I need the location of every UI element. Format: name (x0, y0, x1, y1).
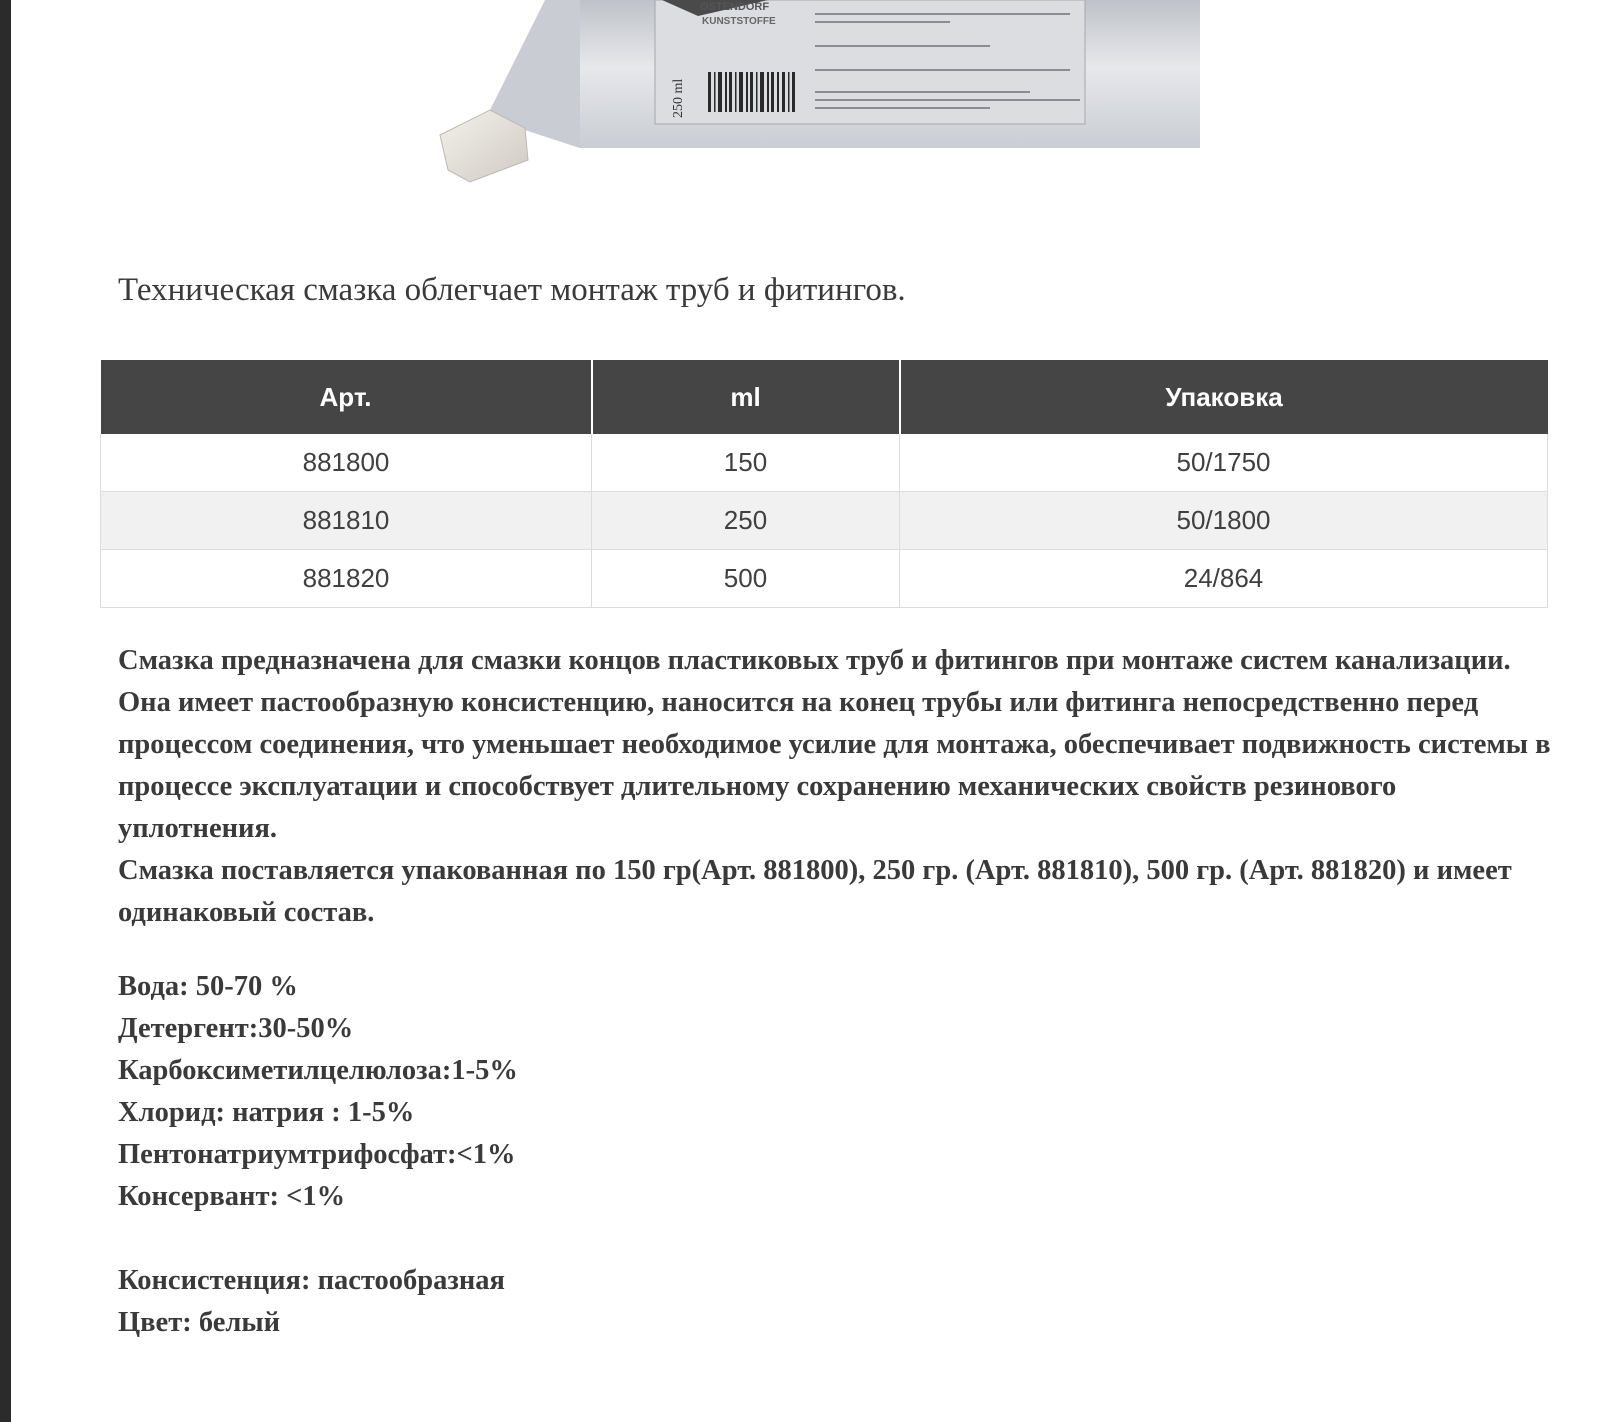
table-cell: 881810 (101, 492, 592, 550)
composition-item: Вода: 50-70 % (118, 971, 298, 1002)
product-photo (430, 0, 1230, 200)
description-paragraph: Смазка предназначена для смазки концов пластиковых труб и фитингов при монтаже систем канализации. Она имеет пастообразную консистенцию, наносится на конец трубы или фитинга непосредственно перед процессом соединения, что уменьшает необходимое усилие для монтажа, обеспечивает подвижность системы в процессе эксплуатации и способствует длительному сохранению механических свойств резинового уплотнения. (118, 645, 1551, 844)
property-item: Консистенция: пастообразная (118, 1265, 505, 1296)
description (118, 640, 1558, 934)
table-cell: 50/1750 (900, 434, 1548, 492)
product-brand-1: OSTENDORF (700, 1, 770, 13)
intro-text: Техническая смазка облегчает монтаж труб и фитингов. (118, 272, 906, 308)
property-item: Цвет: белый (118, 1307, 281, 1338)
table-cell: 24/864 (900, 550, 1548, 608)
composition-item: Консервант: <1% (118, 1181, 346, 1212)
composition-item: Детергент:30-50% (118, 1013, 354, 1044)
table-row (101, 550, 1548, 608)
spec-table (100, 360, 1548, 608)
table-row (101, 434, 1548, 492)
product-volume: 250 ml (671, 78, 686, 118)
table-header-row (101, 360, 1548, 434)
composition-item: Карбоксиметилцелюлоза:1-5% (118, 1055, 518, 1086)
composition-list (118, 966, 518, 1218)
table-header-cell: ml (592, 360, 900, 434)
table-row (101, 492, 1548, 550)
table-header-cell: Упаковка (900, 360, 1548, 434)
table-cell: 150 (592, 434, 900, 492)
table-header-cell: Арт. (101, 360, 592, 434)
properties-list (118, 1260, 505, 1344)
product-brand-2: KUNSTSTOFFE (702, 16, 776, 27)
left-edge-bar (0, 0, 11, 1422)
table-cell: 881820 (101, 550, 592, 608)
composition-item: Хлорид: натрия : 1-5% (118, 1097, 415, 1128)
table-cell: 881800 (101, 434, 592, 492)
composition-item: Пентонатриумтрифосфат:<1% (118, 1139, 516, 1170)
table-cell: 250 (592, 492, 900, 550)
table-cell: 50/1800 (900, 492, 1548, 550)
table-cell: 500 (592, 550, 900, 608)
description-paragraph: Смазка поставляется упакованная по 150 гр(Арт. 881800), 250 гр. (Арт. 881810), 500 гр. (Арт. 881820) и имеет одинаковый состав. (118, 855, 1512, 928)
